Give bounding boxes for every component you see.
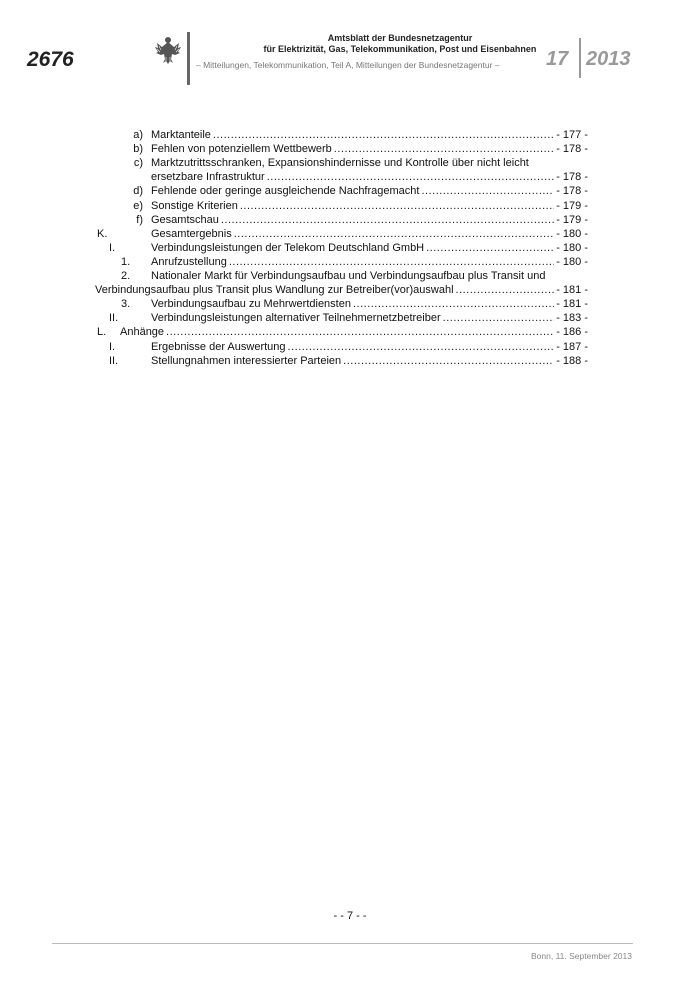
toc-entry-title: Verbindungsleistungen alternativer Teilnehmernetzbetreiber [151, 312, 441, 325]
toc-leader-dots [288, 340, 555, 354]
footer-page-label: - - 7 - - [333, 910, 367, 922]
toc-entry-page: - 187 - [556, 340, 588, 353]
toc-entry[interactable] [0, 184, 700, 198]
toc-entry[interactable] [0, 255, 700, 269]
toc-entry-page: - 178 - [556, 185, 588, 198]
toc-entry[interactable] [0, 227, 700, 241]
toc-entry[interactable] [0, 128, 700, 142]
toc-entry[interactable] [0, 213, 700, 227]
toc-entry-number: II. [109, 354, 119, 367]
toc-leader-dots [353, 297, 554, 311]
toc-entry[interactable] [0, 241, 700, 255]
toc-entry-title: Fehlende oder geringe ausgleichende Nachfragemacht [151, 185, 420, 198]
toc-entry-page: - 183 - [556, 312, 588, 325]
issue-year: 2013 [586, 48, 631, 70]
toc-entry-page: - 179 - [556, 213, 588, 226]
toc-entry[interactable] [0, 283, 700, 297]
toc-entry-title: Anhänge [120, 326, 165, 339]
toc-entry-page: - 178 - [556, 143, 588, 156]
toc-entry-title: Marktzutrittsschranken, Expansionshindernisse und Kontrolle über nicht leicht [151, 157, 529, 170]
toc-entry-title: Fehlen von potenziellem Wettbewerb [151, 143, 332, 156]
federal-eagle-icon [152, 33, 184, 65]
toc-entry-number: 2. [121, 270, 131, 282]
toc-entry[interactable] [0, 325, 700, 339]
toc-entry-title: Gesamtschau [151, 213, 219, 226]
toc-leader-dots [240, 199, 554, 213]
toc-entry-title: Stellungnahmen interessierter Parteien [151, 354, 342, 367]
toc-entry-title: Verbindungsaufbau zu Mehrwertdiensten [151, 298, 351, 311]
toc-entry-number: I. [109, 340, 116, 353]
toc-leader-dots [426, 241, 554, 255]
toc-entry-page: - 186 - [556, 326, 588, 339]
toc-entry[interactable] [0, 354, 700, 368]
toc-entry[interactable] [0, 156, 700, 170]
toc-entry-page: - 180 - [556, 241, 588, 254]
toc-entry-number: I. [109, 241, 116, 254]
toc-entry-title: Marktanteile [151, 129, 211, 141]
toc-entry-title: Verbindungsaufbau plus Transit plus Wandlung zur Betreiber(vor)auswahl [95, 284, 454, 297]
toc-entry[interactable] [0, 311, 700, 325]
toc-entry-number: b) [133, 143, 143, 156]
toc-leader-dots [456, 283, 555, 297]
journal-title-sub: für Elektrizität, Gas, Telekommunikation, Post und Eisenbahnen [263, 44, 537, 54]
toc-entry-number: f) [136, 213, 143, 226]
toc-entry-page: - 179 - [556, 199, 588, 212]
toc-entry-title: Gesamtergebnis [151, 227, 232, 240]
toc-entry-title: ersetzbare Infrastruktur [151, 171, 265, 184]
toc-entry-title: Verbindungsleistungen der Telekom Deutschland GmbH [151, 241, 425, 254]
toc-entry-page: - 181 - [556, 284, 588, 297]
toc-entry-page: - 177 - [556, 129, 588, 141]
toc-entry[interactable] [0, 199, 700, 213]
toc-entry-number: 1. [121, 255, 131, 268]
toc-entry-title: Sonstige Kriterien [151, 199, 238, 212]
issue-number: 17 [546, 48, 569, 70]
toc-entry-page: - 180 - [556, 227, 588, 240]
toc-entry-number: 3. [121, 298, 131, 311]
toc-leader-dots [343, 354, 554, 368]
toc-entry-number: d) [133, 185, 143, 198]
footer-divider [52, 943, 633, 944]
toc-entry-title: Nationaler Markt für Verbindungsaufbau und Verbindungsaufbau plus Transit und [151, 270, 546, 282]
toc-leader-dots [229, 255, 554, 269]
toc-leader-dots [221, 213, 554, 227]
toc-entry-number: a) [133, 129, 143, 141]
section-subtitle: – Mitteilungen, Telekommunikation, Teil A, Mitteilungen der Bundesnetzagentur – [196, 60, 500, 70]
toc-entry[interactable] [0, 269, 700, 283]
toc-entry[interactable] [0, 340, 700, 354]
toc-entry-page: - 188 - [556, 354, 588, 367]
toc-entry-page: - 178 - [556, 171, 588, 184]
toc-entry[interactable] [0, 142, 700, 156]
toc-leader-dots [334, 142, 554, 156]
toc-leader-dots [166, 325, 554, 339]
footer-date: Bonn, 11. September 2013 [531, 951, 632, 961]
toc-entry[interactable] [0, 297, 700, 311]
page-number: 2676 [27, 48, 74, 71]
toc-entry-number: II. [109, 312, 119, 325]
toc-entry-page: - 180 - [556, 255, 588, 268]
toc-entry-title: Ergebnisse der Auswertung [151, 340, 286, 353]
toc-entry-number: L. [97, 326, 107, 339]
toc-entry-number: e) [133, 199, 143, 212]
issue-divider [579, 38, 581, 78]
toc-entry-number: c) [133, 157, 143, 170]
toc-leader-dots [234, 227, 554, 241]
toc-leader-dots [213, 128, 554, 142]
toc-entry-title: Anrufzustellung [151, 255, 227, 268]
toc-leader-dots [267, 170, 554, 184]
toc-entry-page: - 181 - [556, 298, 588, 311]
toc-leader-dots [443, 311, 555, 325]
toc-entry-number: K. [97, 227, 108, 240]
journal-title: Amtsblatt der Bundesnetzagentur [327, 33, 473, 43]
toc-leader-dots [421, 184, 554, 198]
page-header [0, 0, 700, 95]
toc-entry[interactable] [0, 170, 700, 184]
